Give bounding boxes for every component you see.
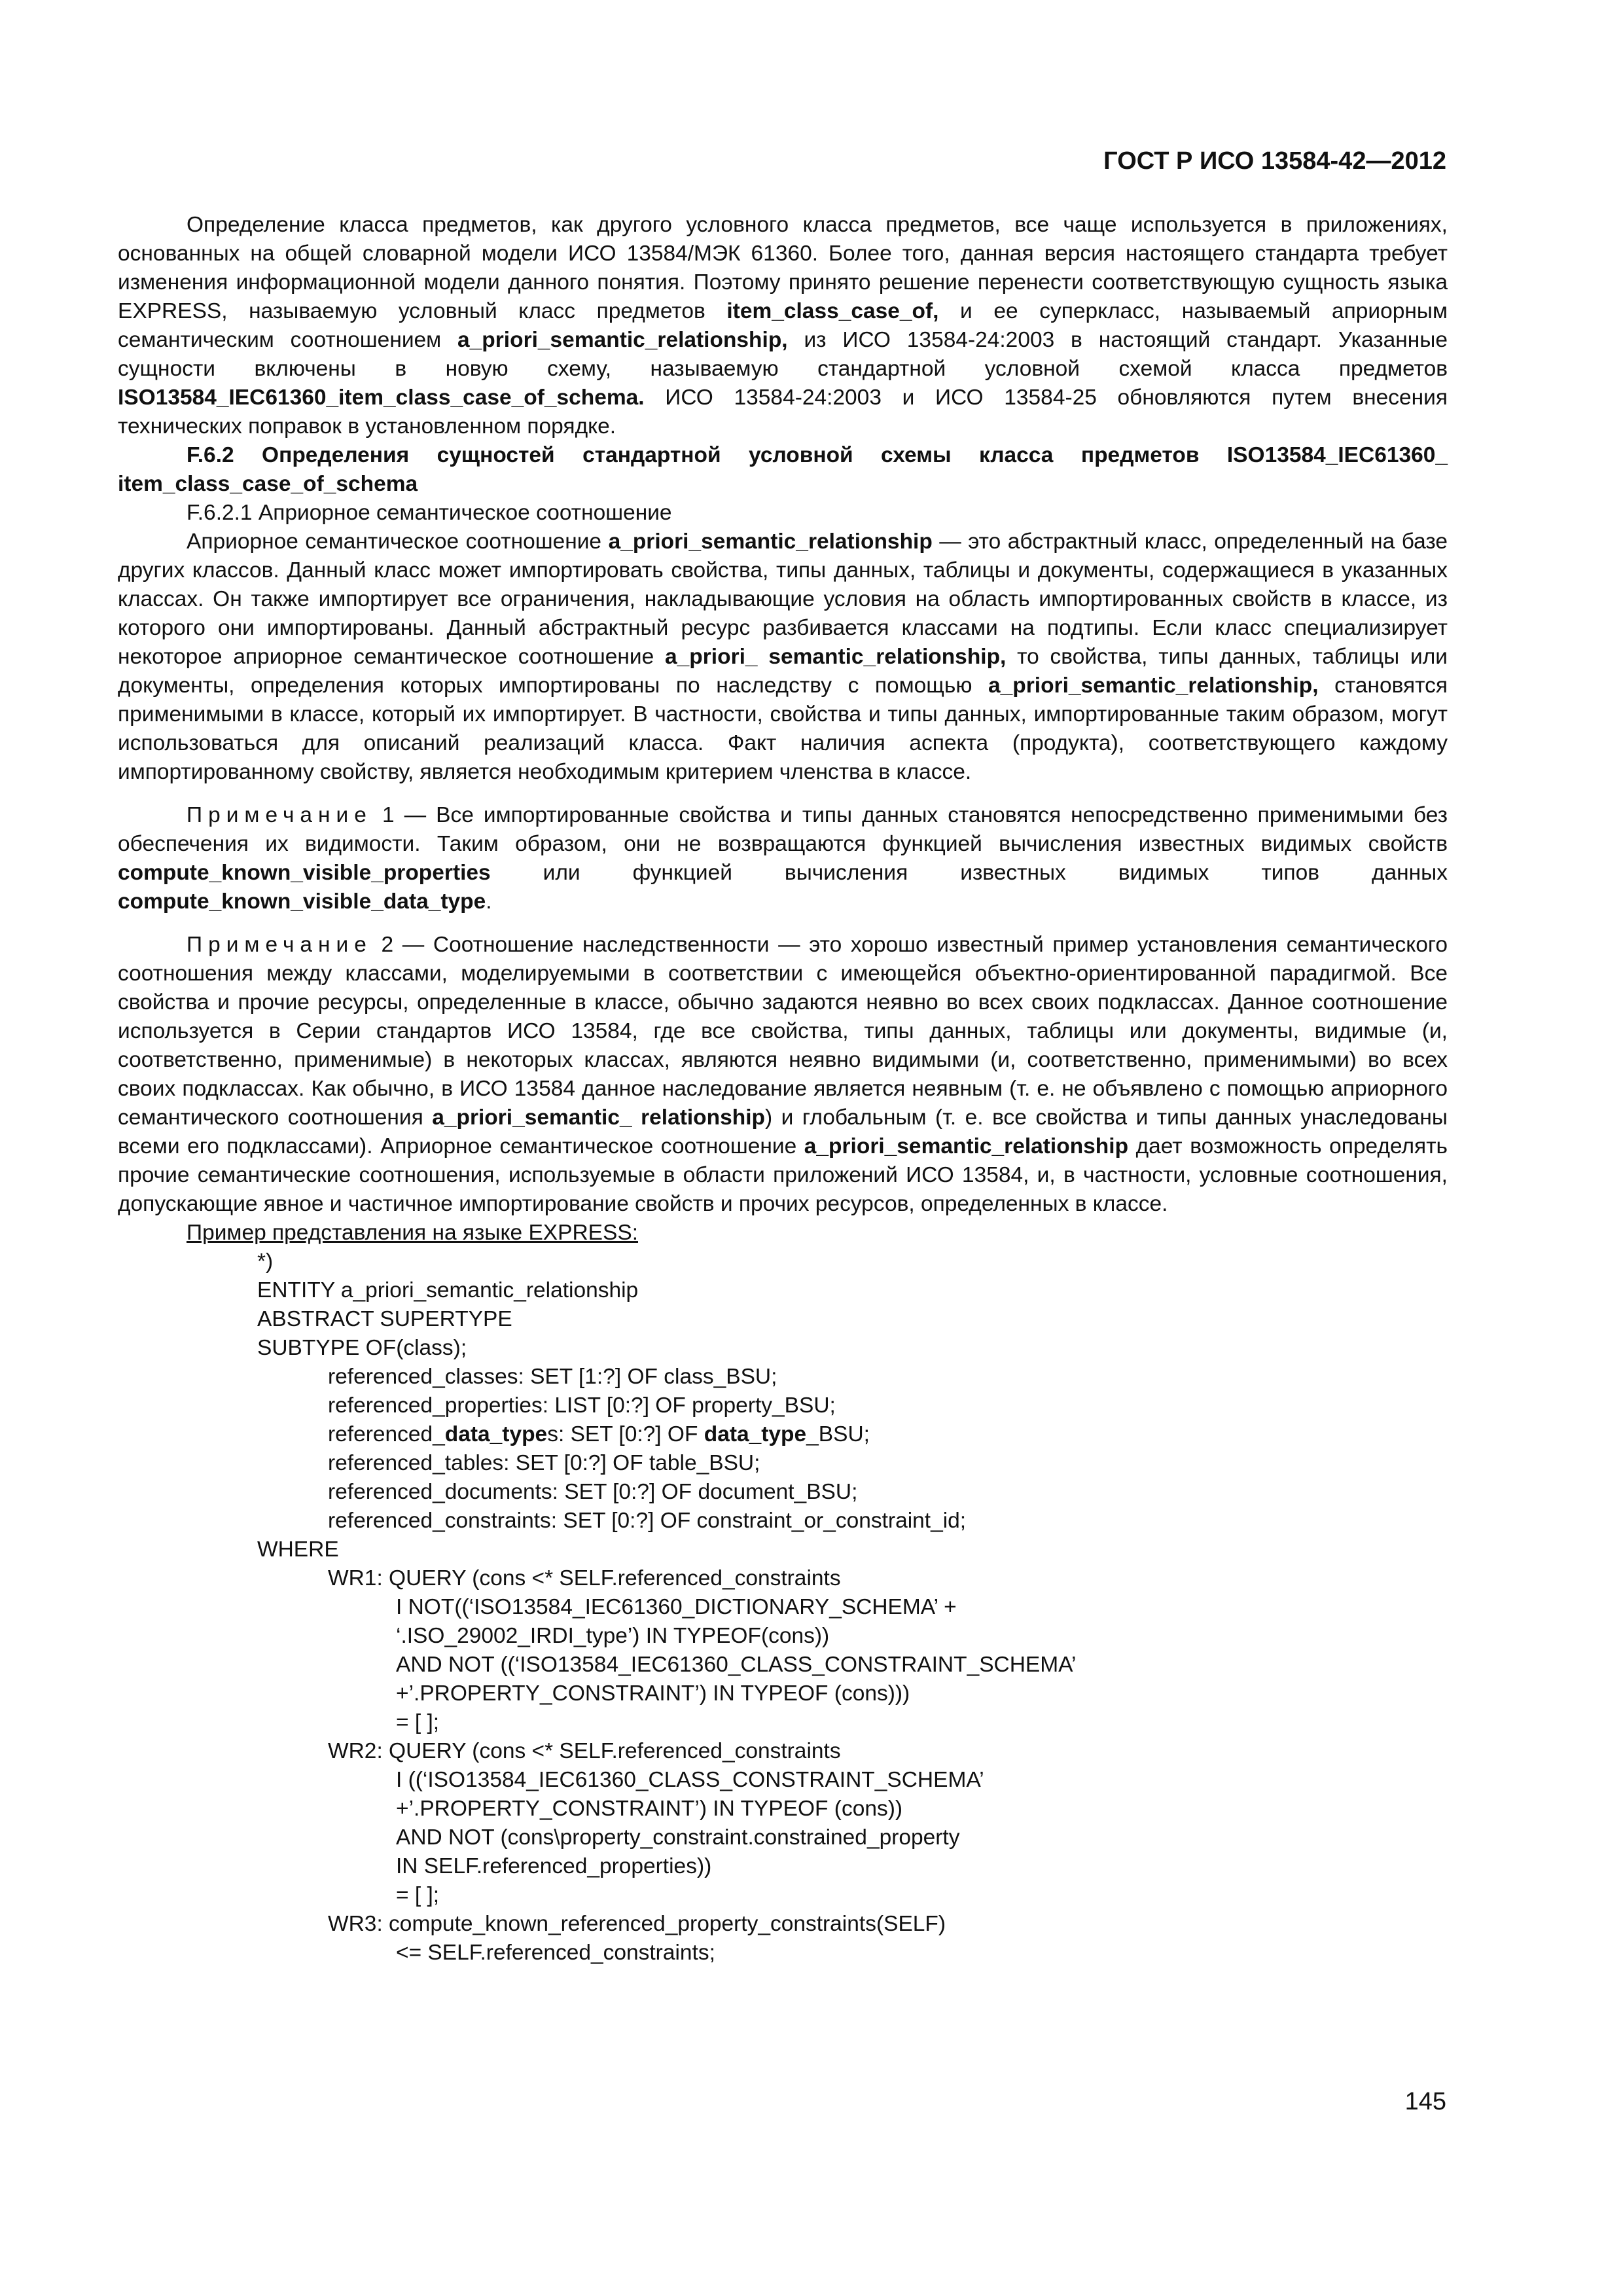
text-run: referenced_properties: LIST [0:?] OF property_BSU; — [328, 1393, 836, 1418]
text-run: SUBTYPE OF(class); — [257, 1336, 467, 1360]
text-run: и ее суперкласс, называемый априорным семантическим соотношением — [118, 299, 1448, 352]
document-body — [118, 211, 1448, 1967]
text-run: ENTITY a_priori_semantic_relationship — [257, 1278, 639, 1302]
code-line — [257, 1823, 1448, 1852]
code-line — [257, 1507, 1448, 1535]
text-run: становятся применимыми в классе, который их импортирует. В частности, свойства и типы данных, импортированные таким образом, могут использоваться для описаний реализаций класса. Факт наличия аспекта (продукта), соответствующего каждому импортированному свойству, является необходимым критерием членства в классе. — [118, 673, 1448, 784]
subsection-heading: F.6.2.1 Априорное семантическое соотношение — [187, 501, 672, 525]
code-line — [257, 1651, 1448, 1679]
code-line — [257, 1449, 1448, 1478]
code-line — [257, 1478, 1448, 1507]
express-code-block — [118, 1247, 1448, 1967]
bold-term: a_priori_semantic_ relationship — [432, 1105, 765, 1130]
text-run: ABSTRACT SUPERTYPE — [257, 1307, 512, 1331]
text-run: или функцией вычисления известных видимых типов данных — [490, 861, 1448, 885]
page-number: 145 — [1404, 2088, 1446, 2115]
text-run: = [ ]; — [396, 1883, 440, 1907]
code-line — [257, 1391, 1448, 1420]
text-run: I NOT((‘ISO13584_IEC61360_DICTIONARY_SCHEMA’ + — [396, 1595, 957, 1619]
text-run: *) — [257, 1249, 274, 1274]
paragraph-definition — [118, 528, 1448, 787]
bold-term: a_priori_semantic_relationship, — [988, 673, 1319, 698]
example-title: Пример представления на языке EXPRESS: — [187, 1221, 639, 1245]
text-run: . — [486, 889, 492, 914]
code-line — [257, 1622, 1448, 1651]
text-run: ) и глобальным (т. е. все свойства и типы данных унаследованы всеми его подклассами). Априорное семантическое соотношение — [118, 1105, 1448, 1158]
code-line — [257, 1420, 1448, 1449]
text-run: WR2: QUERY (cons <* SELF.referenced_constraints — [328, 1739, 841, 1763]
code-line — [257, 1881, 1448, 1910]
code-line — [257, 1535, 1448, 1564]
text-run: +’.PROPERTY_CONSTRAINT’) IN TYPEOF (cons)) — [396, 1797, 903, 1821]
code-line — [257, 1708, 1448, 1737]
text-run: 2 — Соотношение наследственности — это хорошо известный пример установления семантического соотношения между классами, моделируемыми в соответствии с имеющейся объектно-ориентированной парадигмой. Все свойства и прочие ресурсы, определенные в классе, обычно задаются неявно во всех своих подклассах. Данное соотношение используется в Серии стандартов ИСО 13584, где все свойства, типы данных, таблицы или документы, видимые (и, соответственно, применимые) в некоторых классах, являются неявно видимыми (и, соответственно, применимыми) во всех своих подклассах. Как обычно, в ИСО 13584 данное наследование является неявным (т. е. не объявлено с помощью априорного семантического соотношения — [118, 933, 1448, 1130]
code-line — [257, 1910, 1448, 1939]
bold-term: compute_known_visible_data_type — [118, 889, 486, 914]
text-run: referenced_tables: SET [0:?] OF table_BSU; — [328, 1451, 760, 1475]
text-run: I ((‘ISO13584_IEC61360_CLASS_CONSTRAINT_SCHEMA’ — [396, 1768, 984, 1792]
code-line — [257, 1247, 1448, 1276]
note-label: Примечание — [187, 933, 372, 957]
note-label: Примечание — [187, 803, 372, 827]
text-run: referenced_constraints: SET [0:?] OF constraint_or_constraint_id; — [328, 1509, 967, 1533]
bold-term: a_priori_ semantic_relationship, — [665, 645, 1007, 669]
text-run: Априорное семантическое соотношение — [187, 529, 609, 554]
bold-term: a_priori_semantic_relationship — [804, 1134, 1129, 1158]
text-run: IN SELF.referenced_properties)) — [396, 1854, 712, 1878]
bold-term: a_priori_semantic_relationship, — [457, 328, 788, 352]
text-run: referenced_documents: SET [0:?] OF document_BSU; — [328, 1480, 858, 1504]
code-line — [257, 1766, 1448, 1795]
bold-term: item_class_case_of, — [726, 299, 939, 323]
paragraph-intro — [118, 211, 1448, 441]
note-2-text — [118, 933, 1448, 1216]
text-run: _BSU; — [806, 1422, 870, 1446]
section-heading: F.6.2 Определения сущностей стандартной условной схемы класса предметов ISO13584_IEC61360_ item_class_case_of_schema — [118, 443, 1448, 496]
code-line — [257, 1593, 1448, 1622]
code-line — [257, 1852, 1448, 1881]
text-run: referenced_ — [328, 1422, 445, 1446]
bold-term: ISO13584_IEC61360_item_class_case_of_schema. — [118, 386, 645, 410]
code-line — [257, 1939, 1448, 1967]
text-run: ‘.ISO_29002_IRDI_type’) IN TYPEOF(cons)) — [396, 1624, 830, 1648]
bold-term: data_type — [704, 1422, 807, 1446]
text-run: referenced_classes: SET [1:?] OF class_BSU; — [328, 1365, 777, 1389]
bold-term: compute_known_visible_properties — [118, 861, 491, 885]
text-run: то свойства, типы данных, таблицы или документы, определения которых импортированы по наследству с помощью — [118, 645, 1448, 698]
text-run: WR3: compute_known_referenced_property_constraints(SELF) — [328, 1912, 946, 1936]
code-line — [257, 1334, 1448, 1363]
text-run: <= SELF.referenced_constraints; — [396, 1941, 715, 1965]
text-run: WR1: QUERY (cons <* SELF.referenced_constraints — [328, 1566, 841, 1590]
code-line — [257, 1305, 1448, 1334]
code-line — [257, 1564, 1448, 1593]
text-run: WHERE — [257, 1537, 339, 1562]
text-run: AND NOT (cons\property_constraint.constrained_property — [396, 1825, 960, 1850]
text-run: 1 — Все импортированные свойства и типы данных становятся непосредственно применимыми без обеспечения их видимости. Таким образом, они не возвращаются функцией вычисления известных видимых свойств — [118, 803, 1448, 856]
code-line — [257, 1363, 1448, 1391]
document-header: ГОСТ Р ИСО 13584-42—2012 — [1103, 147, 1446, 175]
text-run: +’.PROPERTY_CONSTRAINT’) IN TYPEOF (cons))) — [396, 1681, 910, 1706]
text-run: s: SET [0:?] OF — [547, 1422, 704, 1446]
code-line — [257, 1276, 1448, 1305]
text-run: Определение класса предметов, как другого условного класса предметов, все чаще используется в приложениях, основанных на общей словарной модели ИСО 13584/МЭК 61360. Более того, данная версия настоящего стандарта требует изменения информационной модели данного понятия. Поэтому принято решение перенести соответствующую сущность языка EXPRESS, называемую условный класс предметов — [118, 213, 1448, 323]
code-line — [257, 1795, 1448, 1823]
code-line — [257, 1737, 1448, 1766]
text-run: = [ ]; — [396, 1710, 440, 1734]
bold-term: a_priori_semantic_relationship — [608, 529, 933, 554]
note-1 — [118, 801, 1448, 916]
text-run: дает возможность определять прочие семантические соотношения, используемые в области приложений ИСО 13584, и, в частности, условные соотношения, допускающие явное и частичное импортирование свойств и прочих ресурсов, определенных в классе. — [118, 1134, 1448, 1216]
bold-term: data_type — [444, 1422, 548, 1446]
note-2 — [118, 931, 1448, 1219]
text-run: ИСО 13584-24:2003 и ИСО 13584-25 обновляются путем внесения технических поправок в установленном порядке. — [118, 386, 1448, 439]
code-line — [257, 1679, 1448, 1708]
text-run: из ИСО 13584-24:2003 в настоящий стандарт. Указанные сущности включены в новую схему, называемую стандартной условной схемой класса предметов — [118, 328, 1448, 381]
text-run: AND NOT ((‘ISO13584_IEC61360_CLASS_CONSTRAINT_SCHEMA’ — [396, 1653, 1077, 1677]
text-run: — это абстрактный класс, определенный на базе других классов. Данный класс может импортировать свойства, типы данных, таблицы и документы, содержащиеся в указанных классах. Он также импортирует все ограничения, накладывающие условия на область импортированных свойств в классе, из которого они импортированы. Данный абстрактный ресурс разбивается классами на подтипы. Если класс специализирует некоторое априорное семантическое соотношение — [118, 529, 1448, 669]
